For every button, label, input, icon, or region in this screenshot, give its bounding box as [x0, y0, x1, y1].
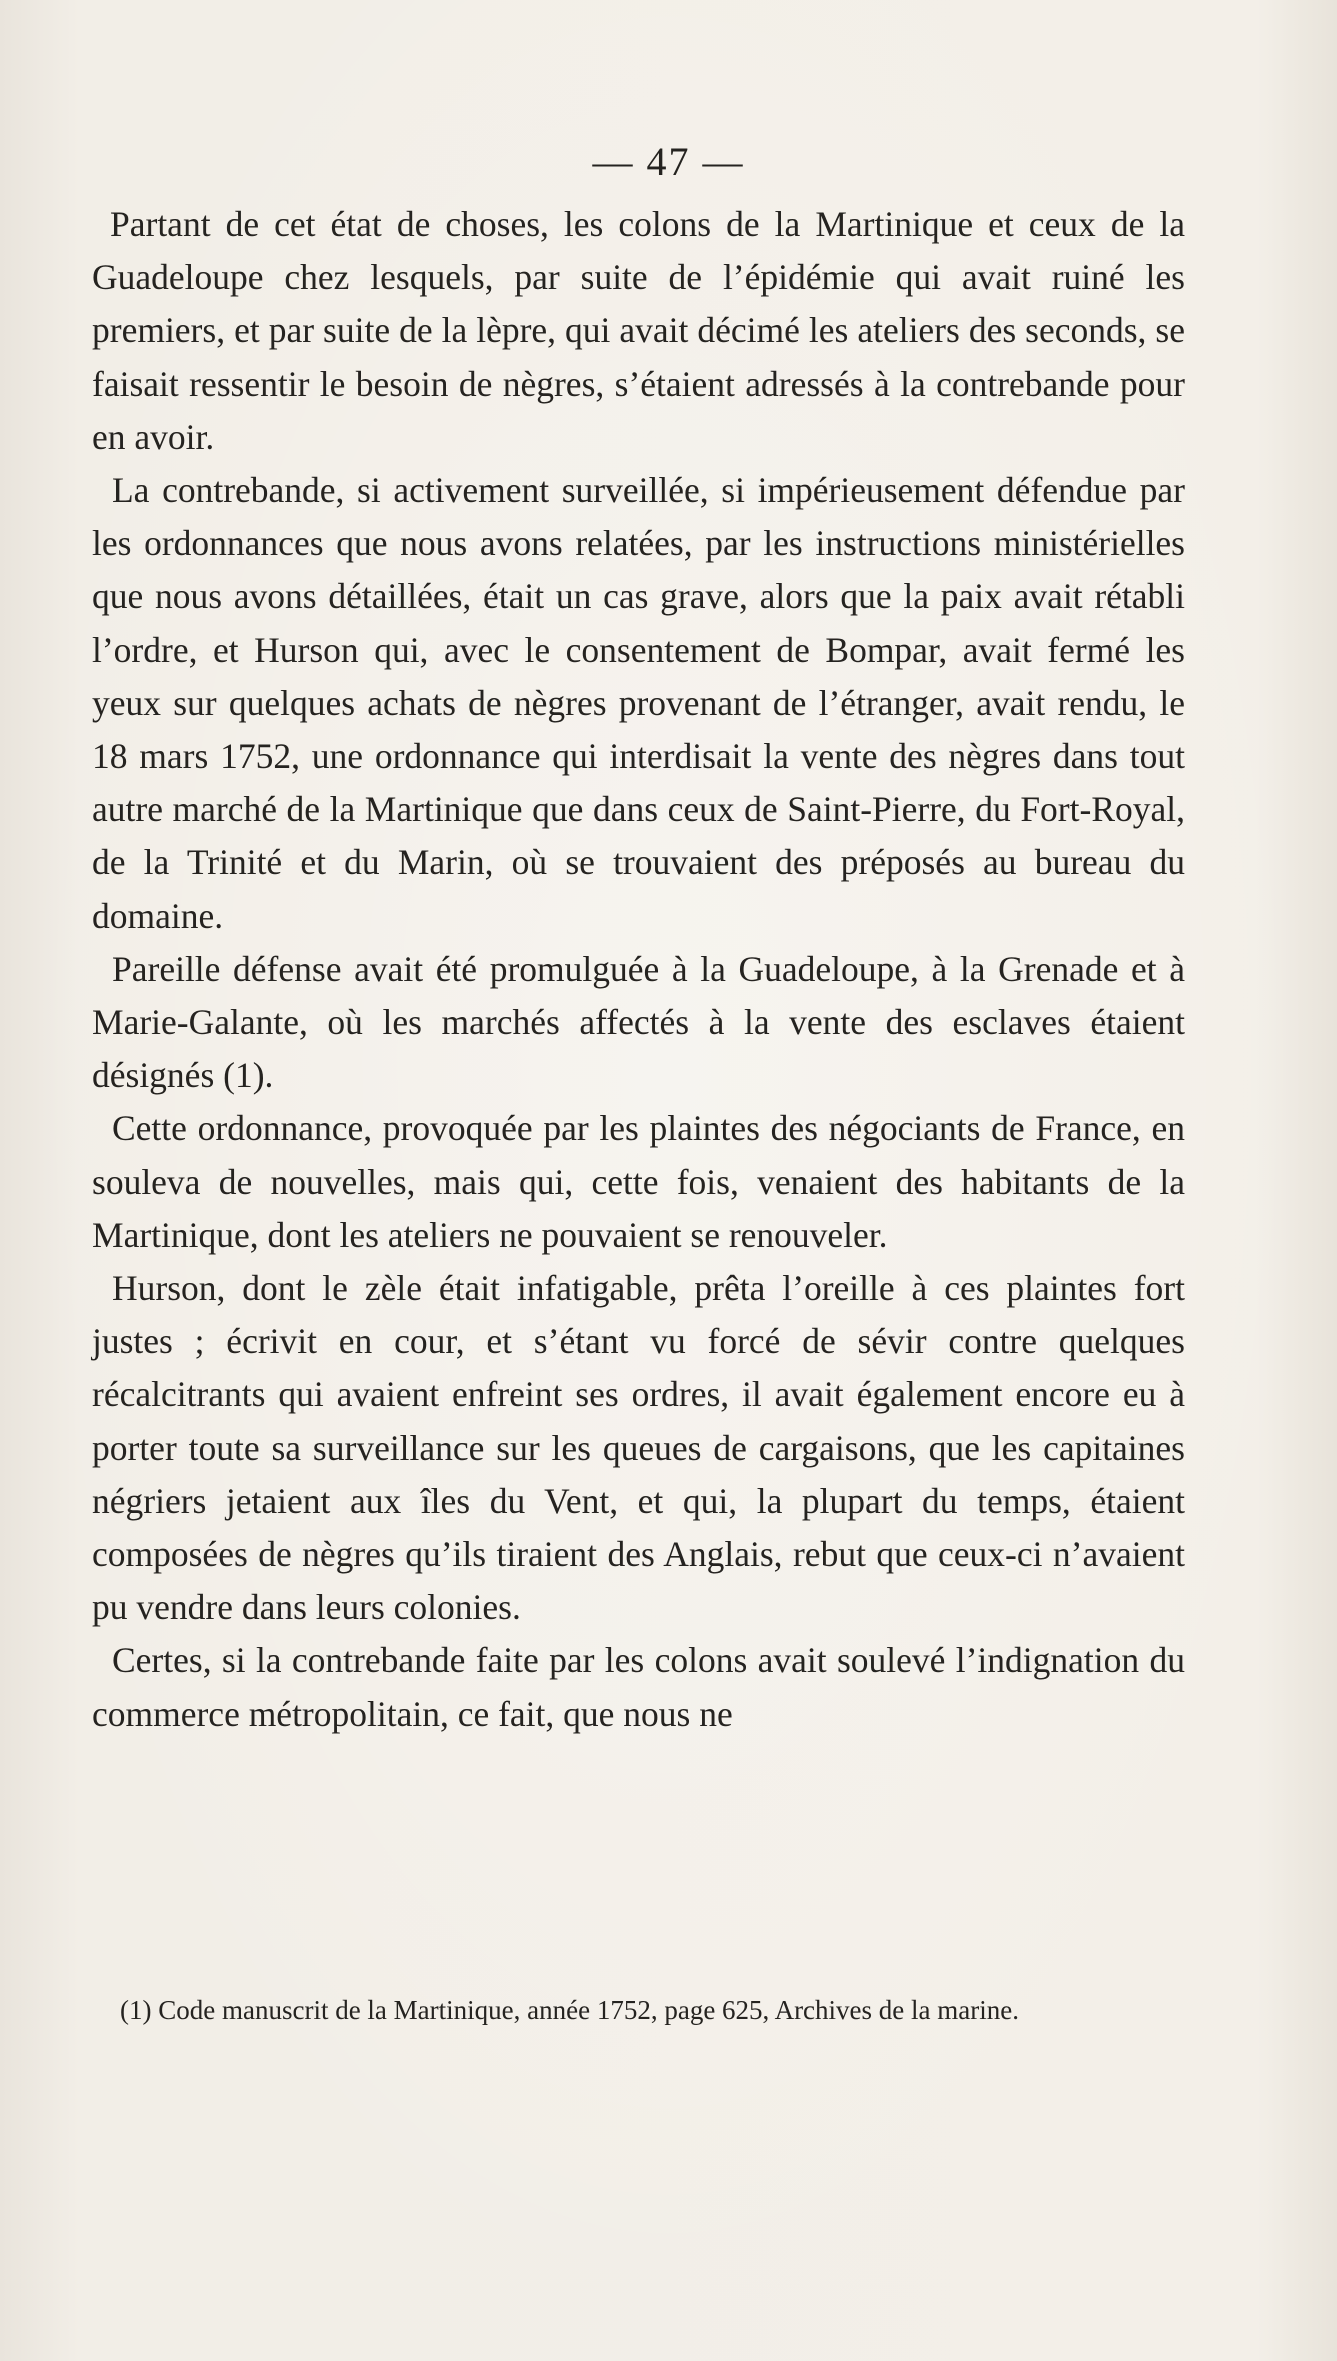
paragraph-3: Pareille défense avait été promulguée à la Guadeloupe, à la Grenade et à Marie-Galante, où les marchés affectés à la vente des esclaves étaient désignés (1).	[92, 948, 1185, 1096]
page-number: — 47 —	[592, 139, 745, 184]
paragraph-4: Cette ordonnance, provoquée par les plaintes des négociants de France, en souleva de nouvelles, mais qui, cette fois, venaient des habitants de la Martinique, dont les ateliers ne pouvaient se renouveler.	[92, 1108, 1185, 1255]
paragraph-5: Hurson, dont le zèle était infatigable, prêta l’oreille à ces plaintes fort justes ; écrivit en cour, et s’étant vu forcé de sévir contre quelques récalcitrants qui avaient enfreint ses ordres, il avait également encore eu à porter toute sa surveillance sur les queues de cargaisons, que les capitaines négriers jetaient aux îles du Vent, et qui, la plupart du temps, étaient composées de nègres qu’ils tiraient des Anglais, rebut que ceux-ci n’avaient pu vendre dans leurs colonies.	[92, 1268, 1185, 1628]
body-text	[92, 198, 1185, 1741]
paragraph-1: Partant de cet état de choses, les colons de la Martinique et ceux de la Guadeloupe chez lesquels, par suite de l’épidémie qui avait ruiné les premiers, et par suite de la lèpre, qui avait décimé les ateliers des seconds, se faisait ressentir le besoin de nègres, s’étaient adressés à la contrebande pour en avoir.	[92, 204, 1185, 457]
footnote: (1) Code manuscrit de la Martinique, année 1752, page 625, Archives de la marine.	[120, 1995, 1019, 2025]
paragraph-6: Certes, si la contrebande faite par les colons avait soulevé l’indignation du commerce métropolitain, ce fait, que nous ne	[92, 1640, 1185, 1734]
paragraph-2: La contrebande, si activement surveillée, si impérieusement défendue par les ordonnances que nous avons relatées, par les instructions ministérielles que nous avons détaillées, était un cas grave, alors que la paix avait rétabli l’ordre, et Hurson qui, avec le consentement de Bompar, avait fermé les yeux sur quelques achats de nègres provenant de l’étranger, avait rendu, le 18 mars 1752, une ordonnance qui interdisait la vente des nègres dans tout autre marché de la Martinique que dans ceux de Saint-Pierre, du Fort-Royal, de la Trinité et du Marin, où se trouvaient des préposés au bureau du domaine.	[92, 470, 1185, 936]
